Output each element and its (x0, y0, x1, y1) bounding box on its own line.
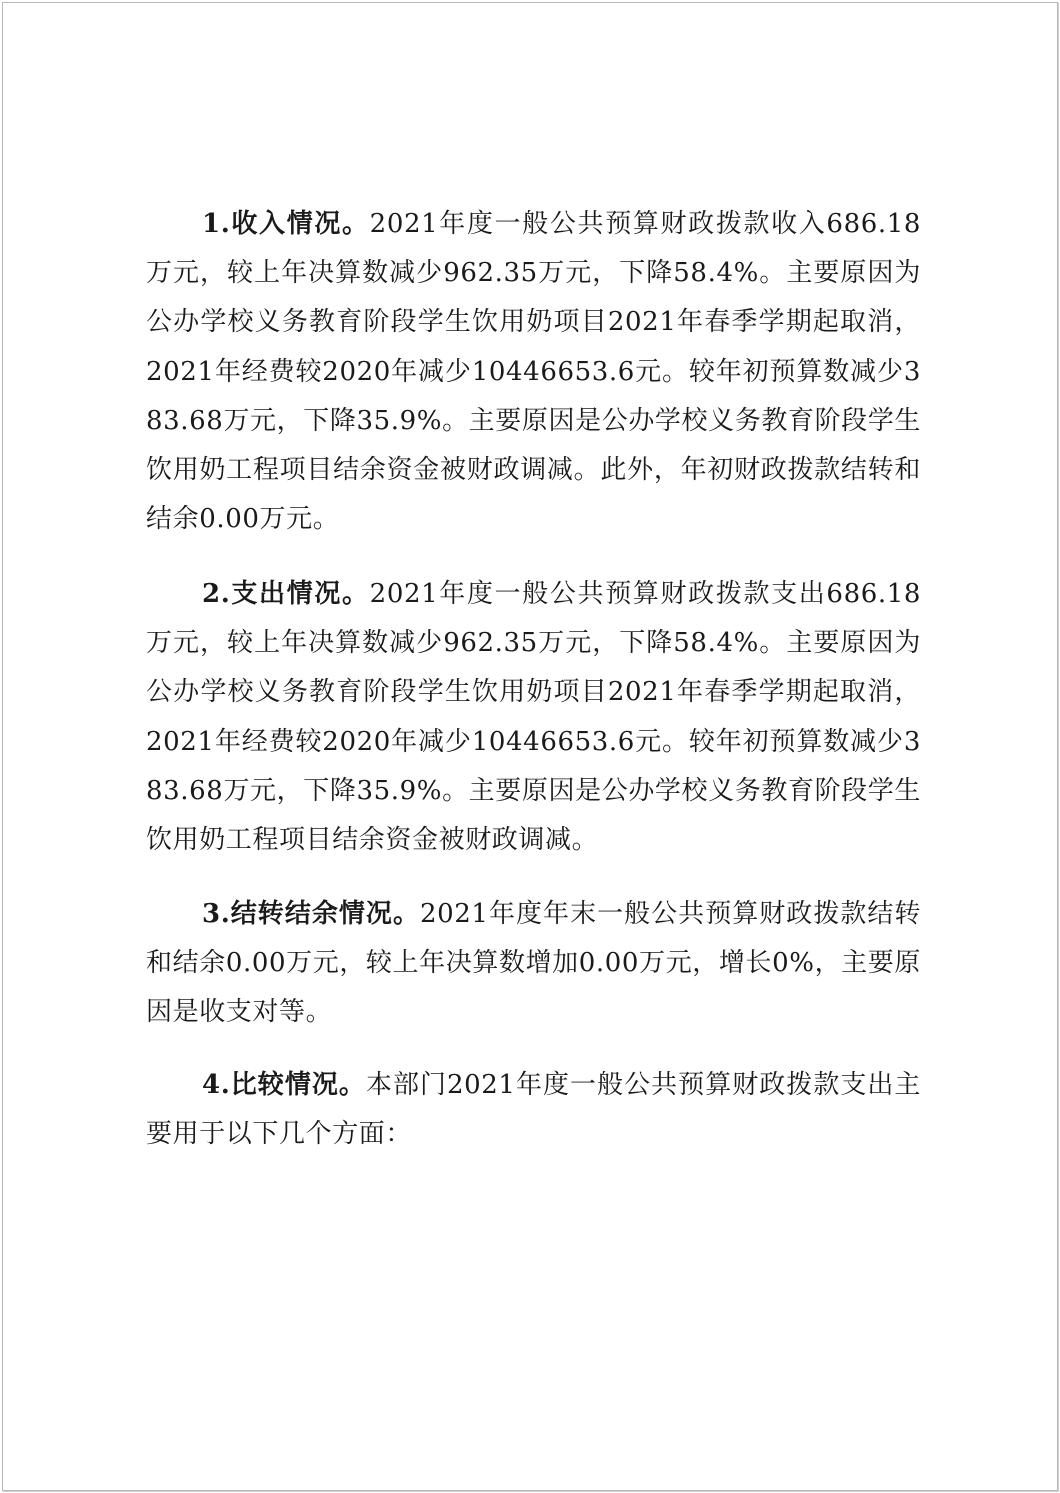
section-body: 2021年度一般公共预算财政拨款收入686.18万元，较上年决算数减少962.35万元，下降58.4%。主要原因为公办学校义务教育阶段学生饮用奶项目2021年春季学期起取消，2021年经费较2020年减少10446653.6元。较年初预算数减少383.68万元，下降35.9%。主要原因是公办学校义务教育阶段学生饮用奶工程项目结余资金被财政调减。此外，年初财政拨款结转和结余0.00万元。 (146, 209, 922, 535)
section-body: 本部门2021年度一般公共预算财政拨款支出主要用于以下几个方面： (146, 1070, 922, 1150)
section-heading: 2.支出情况。 (202, 579, 370, 609)
section-income (146, 200, 921, 544)
section-heading: 4.比较情况。 (202, 1070, 366, 1100)
section-comparison (146, 1061, 921, 1159)
section-heading: 3.结转结余情况。 (202, 899, 420, 929)
section-body: 2021年度一般公共预算财政拨款支出686.18万元，较上年决算数减少962.35万元，下降58.4%。主要原因为公办学校义务教育阶段学生饮用奶项目2021年春季学期起取消，2021年经费较2020年减少10446653.6元。较年初预算数减少383.68万元，下降35.9%。主要原因是公办学校义务教育阶段学生饮用奶工程项目结余资金被财政调减。 (146, 579, 922, 856)
section-carryover (146, 890, 921, 1038)
section-heading: 1.收入情况。 (202, 209, 370, 239)
document-page (2, 2, 1058, 1491)
section-body: 2021年度年末一般公共预算财政拨款结转和结余0.00万元，较上年决算数增加0.00万元，增长0%，主要原因是收支对等。 (146, 899, 922, 1028)
section-expenditure (146, 570, 921, 865)
